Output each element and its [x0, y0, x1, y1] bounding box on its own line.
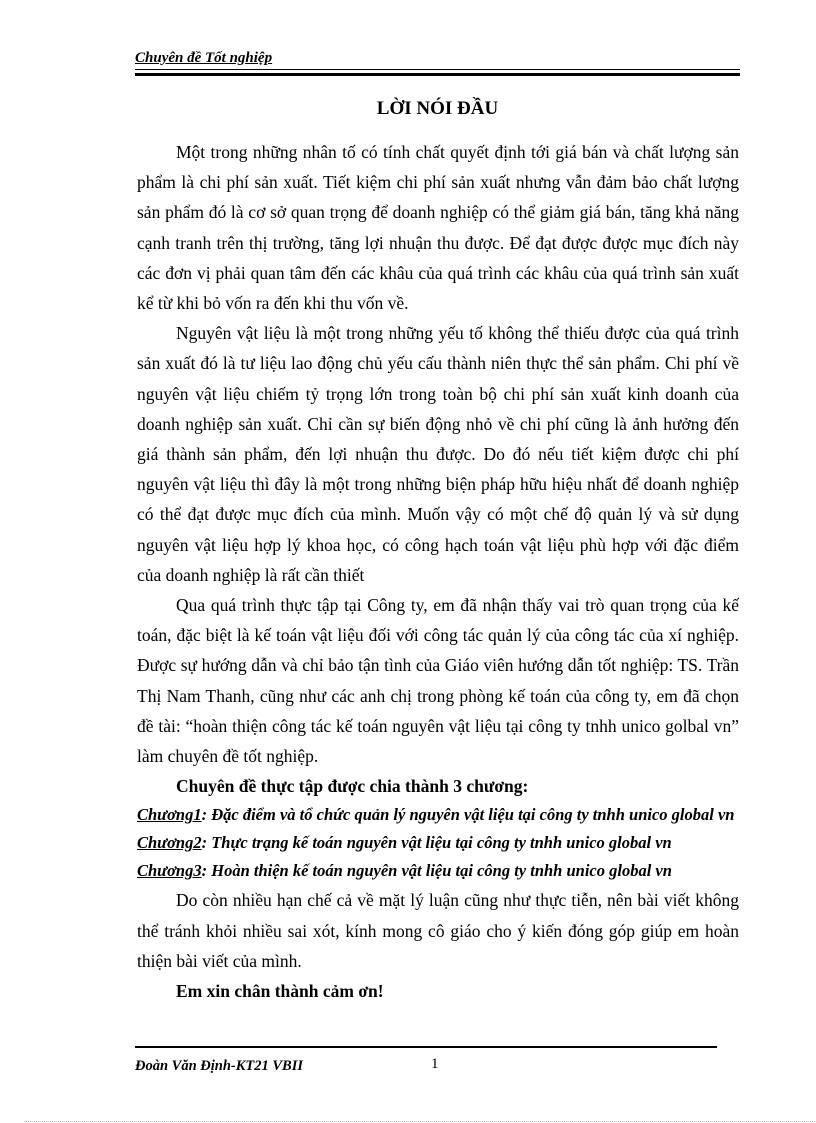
chapter-3-label: Chương3: [137, 861, 202, 881]
chapter-3: [137, 857, 739, 885]
header-rule-thick: [135, 73, 740, 76]
page-edge-dotted-line: [25, 1121, 815, 1122]
chapter-2-label: Chương2: [137, 833, 202, 853]
footer-author: Đoàn Văn Định-KT21 VBII: [135, 1058, 304, 1074]
header-rule-thin: [135, 69, 740, 70]
closing-paragraph: Do còn nhiều hạn chế cả về mặt lý luận cũng như thực tiễn, nên bài viết không thể tránh khỏi nhiều sai xót, kính mong cô giáo cho ý kiến đóng góp giúp em hoàn thiện bài viết của mình.: [137, 890, 739, 971]
chapter-1-label: Chương1: [137, 805, 202, 825]
paragraph-3: Qua quá trình thực tập tại Công ty, em đã nhận thấy vai trò quan trọng của kế toán, đặc biệt là kế toán vật liệu đối với công tác quản lý của công tác của xí nghiệp. Được sự hướng dẫn và chỉ bảo tận tình của Giáo viên hướng dẫn tốt nghiệp: TS. Trần Thị Nam Thanh, cũng như các anh chị trong phòng kế toán của công ty, em đã chọn đề tài: “hoàn thiện công tác kế toán nguyên vật liệu tại công ty tnhh unico golbal vn” làm chuyên đề tốt nghiệp.: [137, 595, 739, 767]
running-header: Chuyên đề Tốt nghiệp: [135, 50, 273, 66]
page-title: LỜI NÓI ĐẦU: [376, 98, 499, 119]
thanks-line: Em xin chân thành cảm ơn!: [176, 981, 384, 1002]
chapter-1: [137, 801, 739, 829]
chapter-2: [137, 829, 739, 857]
chapters-intro: Chuyên đề thực tập được chia thành 3 chương:: [176, 776, 529, 797]
paragraph-1: Một trong những nhân tố có tính chất quyết định tới giá bán và chất lượng sản phẩm là chi phí sản xuất. Tiết kiệm chi phí sản xuất nhưng vẫn đảm bảo chất lượng sản phẩm đó là cơ sở quan trọng để doanh nghiệp có thể giảm giá bán, tăng khả năng cạnh tranh trên thị trường, tăng lợi nhuận thu được. Để đạt được được mục đích này các đơn vị phải quan tâm đến các khâu của quá trình các khâu của quá trình sản xuất kể từ khi bỏ vốn ra đến khi thu vốn về.: [137, 142, 739, 314]
chapter-3-text: : Hoàn thiện kế toán nguyên vật liệu tại công ty tnhh unico global vn: [201, 861, 672, 881]
chapter-2-text: : Thực trạng kế toán nguyên vật liệu tại công ty tnhh unico global vn: [201, 833, 672, 853]
document-body: [137, 137, 739, 1006]
paragraph-2: Nguyên vật liệu là một trong những yếu tố không thể thiếu được của quá trình sản xuất đó là tư liệu lao động chủ yếu cấu thành niên thực thể sản phẩm. Chi phí về nguyên vật liệu chiếm tỷ trọng lớn trong toàn bộ chi phí sản xuất kinh doanh của doanh nghiệp sản xuất. Chỉ cần sự biến động nhỏ về chi phí cũng là ảnh hưởng đến giá thành sản phẩm, đến lợi nhuận thu được. Do đó nếu tiết kiệm được chi phí nguyên vật liệu thì đây là một trong những biện pháp hữu hiệu nhất để doanh nghiệp có thể đạt được mục đích của mình. Muốn vậy có một chế độ quản lý và sử dụng nguyên vật liệu hợp lý khoa học, có công hạch toán vật liệu phù hợp với đặc điểm của doanh nghiệp là rất cần thiết: [137, 323, 739, 585]
page-number: 1: [431, 1056, 439, 1072]
footer-rule: [135, 1046, 717, 1048]
chapter-1-text: : Đặc điểm và tổ chức quản lý nguyên vật liệu tại công ty tnhh unico global vn: [201, 805, 735, 825]
